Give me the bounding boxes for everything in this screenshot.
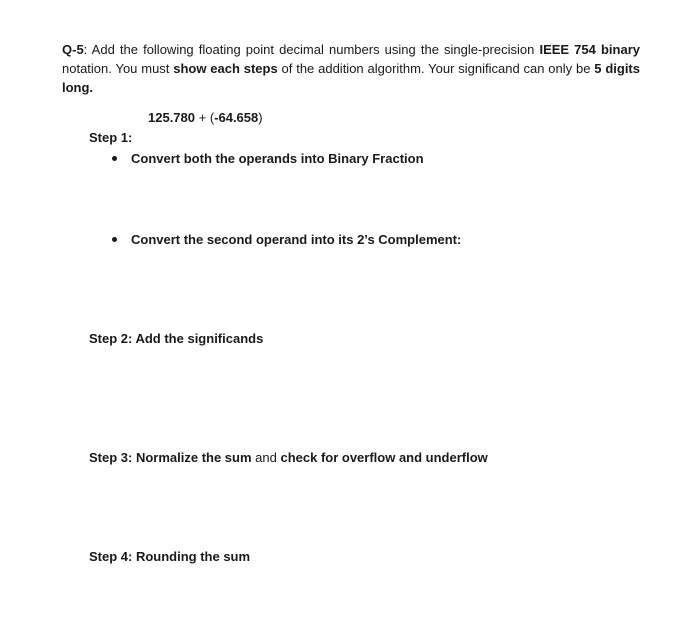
- question-text: [62, 40, 640, 97]
- step-3-label-a: Step 3: Normalize the sum: [89, 450, 252, 465]
- bullet-icon: [112, 237, 117, 242]
- question-text-part-1: Add the following floating point decimal numbers using the single-precision: [91, 42, 540, 57]
- question-bold-show-steps: show each steps: [173, 61, 278, 76]
- operand-b: -64.658: [214, 110, 259, 125]
- step-1-bullet-1: [112, 151, 424, 166]
- question-bold-ieee: IEEE 754 binary: [539, 42, 640, 57]
- step-2-label: Step 2: Add the significands: [89, 331, 264, 346]
- step-3-label-b: check for overflow and underflow: [280, 450, 488, 465]
- question-separator: :: [83, 42, 92, 57]
- operator-plus: + (: [195, 110, 215, 125]
- operand-a: 125.780: [148, 110, 195, 125]
- step-4-label: Step 4: Rounding the sum: [89, 549, 251, 564]
- question-bold-digits: 5 digits long.: [62, 61, 640, 95]
- question-label: Q-5: [62, 42, 84, 57]
- question-text-part-3: of the addition algorithm. Your significand can only be: [277, 61, 595, 76]
- bullet-1-text: Convert both the operands into Binary Fraction: [131, 151, 424, 166]
- step-3-label: [89, 450, 488, 465]
- bullet-2-text: Convert the second operand into its 2’s Complement:: [131, 232, 462, 247]
- step-1-bullet-2: [112, 232, 461, 247]
- step-1-label: Step 1:: [89, 130, 133, 145]
- closing-paren: ): [258, 110, 263, 125]
- step-3-label-mid: and: [251, 450, 281, 465]
- addition-expression: [148, 110, 263, 125]
- question-text-part-2: notation. You must: [62, 61, 174, 76]
- bullet-icon: [112, 156, 117, 161]
